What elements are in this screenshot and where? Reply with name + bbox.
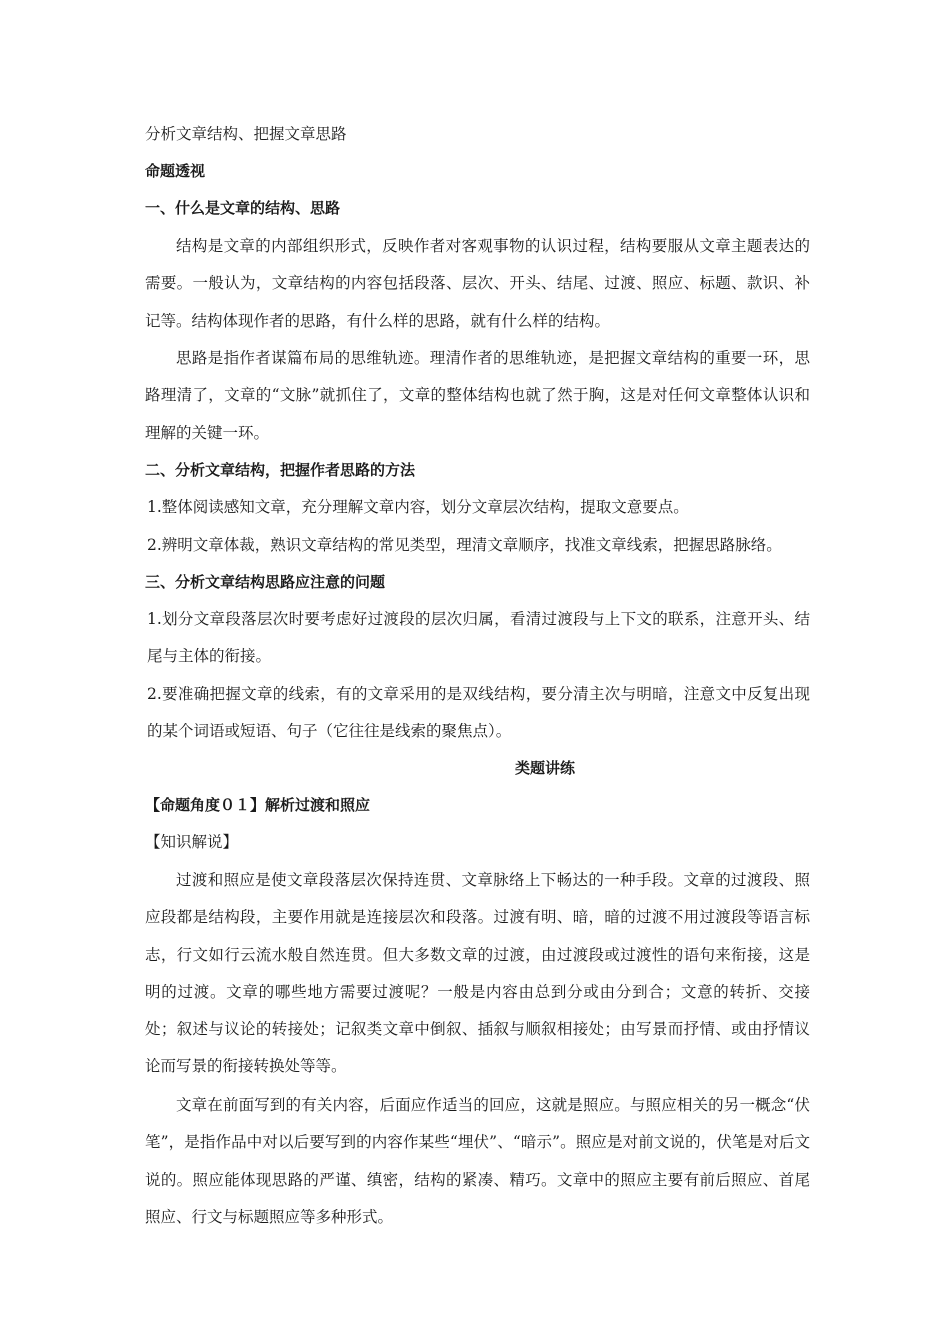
heading-2: 二、分析文章结构，把握作者思路的方法 — [145, 461, 416, 479]
paragraph-thinking: 思路是指作者谋篇布局的思维轨迹。理清作者的思维轨迹，是把握文章结构的重要一环，思路理清了，文章的“文脉”就抓住了，文章的整体结构也就了然于胸，这是对任何文章整体认识和理解的关键一环。 — [145, 349, 810, 442]
note-item-1: 1.划分文章段落层次时要考虑好过渡段的层次归属，看清过渡段与上下文的联系，注意开头、结尾与主体的衔接。 — [147, 610, 810, 666]
paragraph-echo: 文章在前面写到的有关内容，后面应作适当的回应，这就是照应。与照应相关的另一概念“伏笔”，是指作品中对以后要写到的内容作某些“埋伏”、“暗示”。照应是对前文说的，伏笔是对后文说的。照应能体现思路的严谨、缜密，结构的紧凑、精巧。文章中的照应主要有前后照应、首尾照应、行文与标题照应等多种形式。 — [145, 1096, 810, 1226]
method-item-1: 1.整体阅读感知文章，充分理解文章内容，划分文章层次结构，提取文意要点。 — [147, 498, 689, 516]
angle-heading — [145, 787, 810, 824]
heading-1: 一、什么是文章的结构、思路 — [145, 199, 341, 217]
section-heading-mingti: 命题透视 — [145, 162, 206, 180]
angle-prefix: 【命题角度０１】 — [145, 796, 266, 814]
section-heading-leiti: 类题讲练 — [514, 759, 575, 777]
note-item-2: 2.要准确把握文章的线索，有的文章采用的是双线结构，要分清主次与明暗，注意文中反复出现的某个词语或短语、句子（它往往是线索的聚焦点）。 — [147, 685, 810, 741]
knowledge-heading: 【知识解说】 — [145, 833, 239, 851]
method-item-2: 2.辨明文章体裁，熟识文章结构的常见类型，理清文章顺序，找准文章线索，把握思路脉络。 — [147, 536, 782, 554]
document-title: 分析文章结构、把握文章思路 — [145, 125, 347, 143]
paragraph-structure: 结构是文章的内部组织形式，反映作者对客观事物的认识过程，结构要服从文章主题表达的需要。一般认为，文章结构的内容包括段落、层次、开头、结尾、过渡、照应、标题、款识、补记等。结构体现作者的思路，有什么样的思路，就有什么样的结构。 — [145, 237, 810, 330]
paragraph-transition: 过渡和照应是使文章段落层次保持连贯、文章脉络上下畅达的一种手段。文章的过渡段、照应段都是结构段，主要作用就是连接层次和段落。过渡有明、暗，暗的过渡不用过渡段等语言标志，行文如行云流水般自然连贯。但大多数文章的过渡，由过渡段或过渡性的语句来衔接，这是明的过渡。文章的哪些地方需要过渡呢？一般是内容由总到分或由分到合；文意的转折、交接处；叙述与议论的转接处；记叙类文章中倒叙、插叙与顺叙相接处；由写景而抒情、或由抒情议论而写景的衔接转换处等等。 — [145, 871, 810, 1076]
heading-3: 三、分析文章结构思路应注意的问题 — [145, 573, 386, 591]
angle-title: 解析过渡和照应 — [265, 796, 371, 814]
